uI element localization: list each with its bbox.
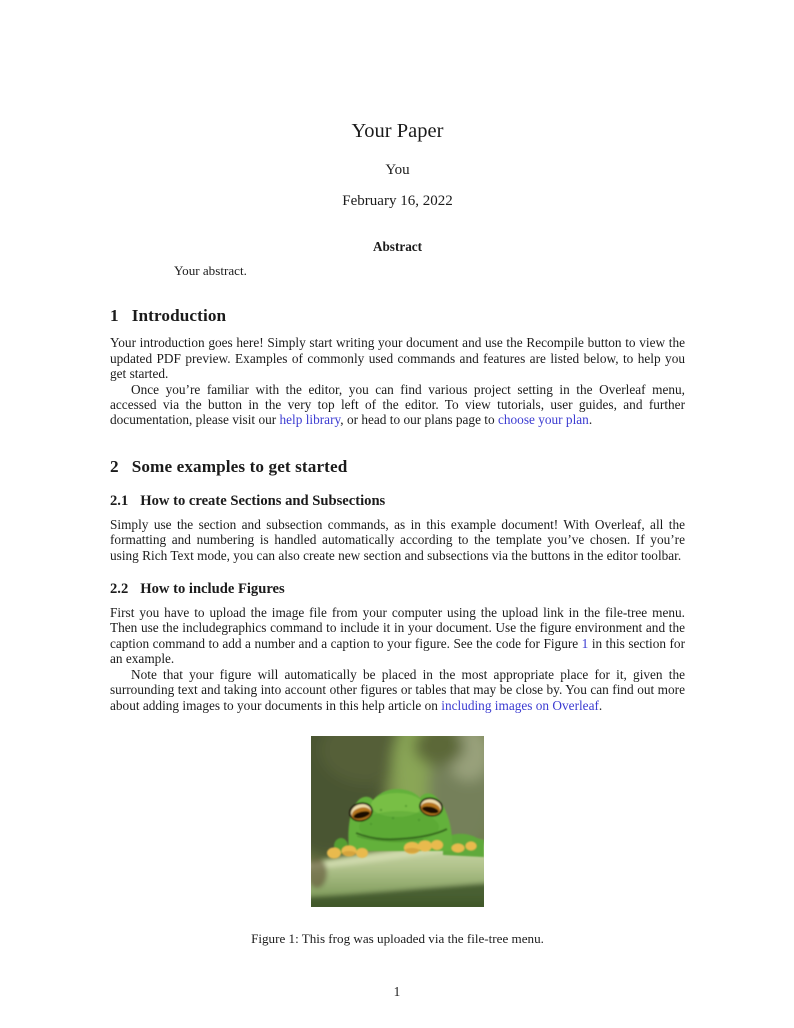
subsection-2-2-number: 2.2 — [110, 581, 129, 598]
figures-p2-text-2: . — [598, 697, 603, 713]
section-1-number: 1 — [110, 306, 119, 326]
paper-title: Your Paper — [351, 120, 444, 142]
section-2-number: 2 — [110, 456, 119, 476]
subsection-2-1-title: How to create Sections and Subsections — [140, 492, 386, 509]
intro-p2-text-1: Once you’re familiar with the editor, you can find various project setting in the Overleaf menu, accessed via the button in the very top left of the editor. To view tutorials, user guides, and further documentation, please visit our — [110, 381, 685, 428]
subsection-2-2-heading — [110, 581, 685, 598]
abstract-text: Your abstract. — [174, 263, 247, 278]
figures-p1-text-2: in this section for an example. — [110, 635, 685, 667]
subsection-2-1-number: 2.1 — [110, 492, 129, 509]
intro-p2-text-3: . — [588, 412, 593, 428]
figures-paragraph-2 — [110, 667, 685, 713]
including-images-link[interactable]: including images on Overleaf — [441, 697, 599, 713]
paper-date: February 16, 2022 — [342, 193, 453, 209]
section-2-title: Some examples to get started — [131, 456, 348, 476]
subsection-2-2-title: How to include Figures — [140, 581, 285, 598]
figure-1-ref-link[interactable]: 1 — [581, 635, 589, 651]
figure-caption: Figure 1: This frog was uploaded via the file-tree menu. — [251, 930, 544, 946]
section-1-title: Introduction — [131, 306, 227, 326]
subsection-2-1-paragraph: Simply use the section and subsection commands, as in this example document! With Overleaf, all the formatting and numbering is handled automatically according to the template you’ve chosen. If you’re using Rich Text mode, you can also create new section and subsections via the buttons in the editor toolbar. — [110, 516, 685, 563]
figures-p1-text-1: First you have to upload the image file from your computer using the upload link in the file-tree menu. Then use the includegraphics command to include it in your document. Use the figure environment and the caption command to add a number and a caption to your figure. See the code for Figure — [110, 605, 685, 651]
intro-p2-text-2: , or head to our plans page to — [340, 412, 498, 428]
page-number: 1 — [393, 984, 401, 999]
section-1-heading — [110, 306, 685, 326]
abstract-heading: Abstract — [372, 239, 423, 254]
figures-paragraph-1 — [110, 605, 685, 667]
abstract-section — [110, 239, 685, 278]
figures-p2-text-1: Note that your figure will automatically be placed in the most appropriate place for it, given the surrounding text and taking into account other figures or tables that may be close by. You can find out more about adding images to your documents in this help article on — [110, 666, 685, 713]
intro-paragraph-1: Your introduction goes here! Simply start writing your document and use the Recompile button to view the updated PDF preview. Examples of commonly used commands and features are listed below, to help you get started. — [110, 335, 685, 382]
section-2-heading — [110, 457, 685, 477]
figure-1 — [110, 736, 685, 907]
frog-image — [311, 736, 484, 907]
subsection-2-1-heading — [110, 493, 685, 510]
choose-your-plan-link[interactable]: choose your plan — [497, 412, 589, 428]
intro-paragraph-2 — [110, 382, 685, 428]
help-library-link[interactable]: help library — [279, 412, 341, 428]
paper-author: You — [385, 162, 410, 178]
